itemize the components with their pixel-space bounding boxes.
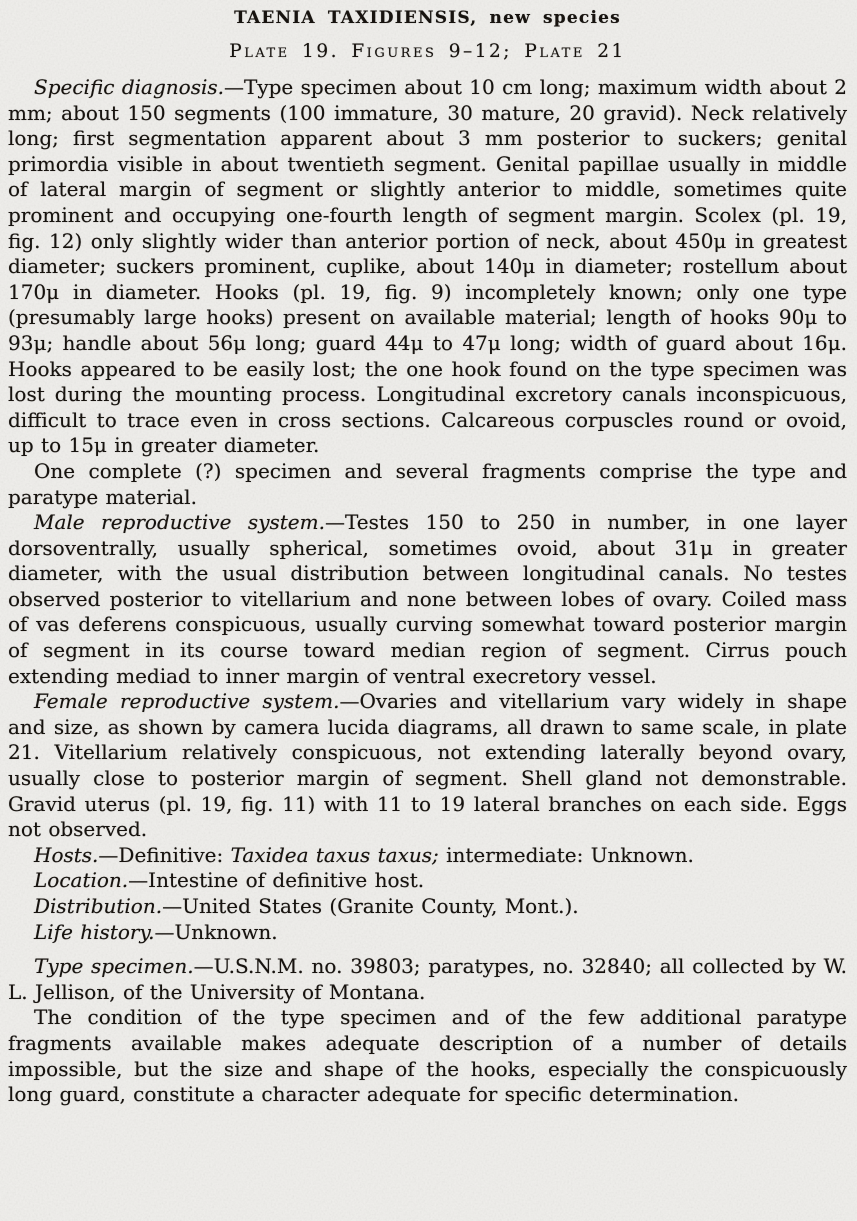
paragraph-distribution	[8, 894, 847, 920]
paragraph-text: —Definitive:	[98, 842, 231, 867]
paragraph-text: —U.S.N.M. no. 39803; paratypes, no. 32840; all collected by W. L. Jellison, of the University of Montana.	[8, 954, 847, 1004]
paragraph-text: —United States (Granite County, Mont.).	[162, 894, 579, 918]
paragraph-specific-diagnosis	[8, 75, 847, 459]
plate-figure-reference: Plate 19. Figures 9–12; Plate 21	[229, 41, 626, 62]
lead-in-type-specimen: Type specimen.	[34, 954, 194, 979]
paragraph-life-history	[8, 920, 847, 946]
paragraph-text: One complete (?) specimen and several fragments comprise the type and paratype material.	[8, 458, 847, 509]
paragraph-female-reproductive-system	[8, 689, 847, 843]
article-title: TAENIA TAXIDIENSIS, new species	[234, 8, 621, 28]
lead-in-hosts: Hosts.	[34, 842, 99, 867]
paragraph-condition-note	[8, 1005, 847, 1107]
lead-in-specific-diagnosis: Specific diagnosis.	[34, 75, 224, 99]
body-text	[8, 75, 847, 1108]
paragraph-type-specimen	[8, 954, 847, 1005]
lead-in-location: Location.	[34, 868, 129, 893]
paragraph-location	[8, 868, 847, 894]
paragraph-type-material	[8, 459, 847, 510]
lead-in-life-history: Life history.	[34, 919, 155, 944]
paragraph-text: The condition of the type specimen and of the few additional paratype fragments available makes adequate description of a number of details impossible, but the size and shape of the hooks, especially the conspicuously long guard, constitute a character adequate for specific determination.	[8, 1005, 847, 1107]
paragraph-text: —Testes 150 to 250 in number, in one layer dorsoventrally, usually spherical, sometimes ovoid, about 31μ in greater diameter, with the usual distribution between longitudinal canals. No testes observed posterior to vitellarium and none between lobes of ovary. Coiled mass of vas deferens conspicuous, usually curving somewhat toward posterior margin of segment in its course toward median region of segment. Cirrus pouch extending mediad to inner margin of ventral execretory vessel.	[8, 510, 847, 688]
paragraph-text: —Ovaries and vitellarium vary widely in shape and size, as shown by camera lucida diagrams, all drawn to same scale, in plate 21. Vitellarium relatively conspicuous, not extending laterally beyond ovary, usually close to posterior margin of segment. Shell gland not demonstrable. Gravid uterus (pl. 19, fig. 11) with 11 to 19 lateral branches on each side. Eggs not observed.	[8, 689, 847, 842]
lead-in-female-reproductive-system: Female reproductive system.	[34, 689, 340, 714]
paragraph-text: —Intestine of definitive host.	[128, 868, 425, 893]
paragraph-male-reproductive-system	[8, 510, 847, 689]
lead-in-male-reproductive-system: Male reproductive system.	[34, 510, 325, 535]
lead-in-distribution: Distribution.	[34, 894, 163, 918]
paragraph-text: intermediate: Unknown.	[438, 842, 694, 867]
paragraph-hosts	[8, 843, 847, 869]
paragraph-text: —Type specimen about 10 cm long; maximum width about 2 mm; about 150 segments (100 immature, 30 mature, 20 gravid). Neck relatively long; first segmentation apparent about 3 mm posterior to suckers; genital primordia visible in about twentieth segment. Genital papillae usually in middle of lateral margin of segment or slightly anterior to middle, sometimes quite prominent and occupying one-fourth length of segment margin. Scolex (pl. 19, fig. 12) only slightly wider than anterior portion of neck, about 450μ in greatest diameter; suckers prominent, cuplike, about 140μ in diameter; rostellum about 170μ in diameter. Hooks (pl. 19, fig. 9) incompletely known; only one type (presumably large hooks) present on available material; length of hooks 90μ to 93μ; handle about 56μ long; guard 44μ to 47μ long; width of guard about 16μ. Hooks appeared to be easily lost; the one hook found on the type specimen was lost during the mounting process. Longitudinal excretory canals inconspicuous, difficult to trace even in cross sections. Calcareous corpuscles round or ovoid, up to 15μ in greater diameter.	[8, 75, 847, 458]
paragraph-text: —Unknown.	[154, 919, 278, 944]
species-name-italic: Taxidea taxus taxus;	[230, 842, 439, 867]
